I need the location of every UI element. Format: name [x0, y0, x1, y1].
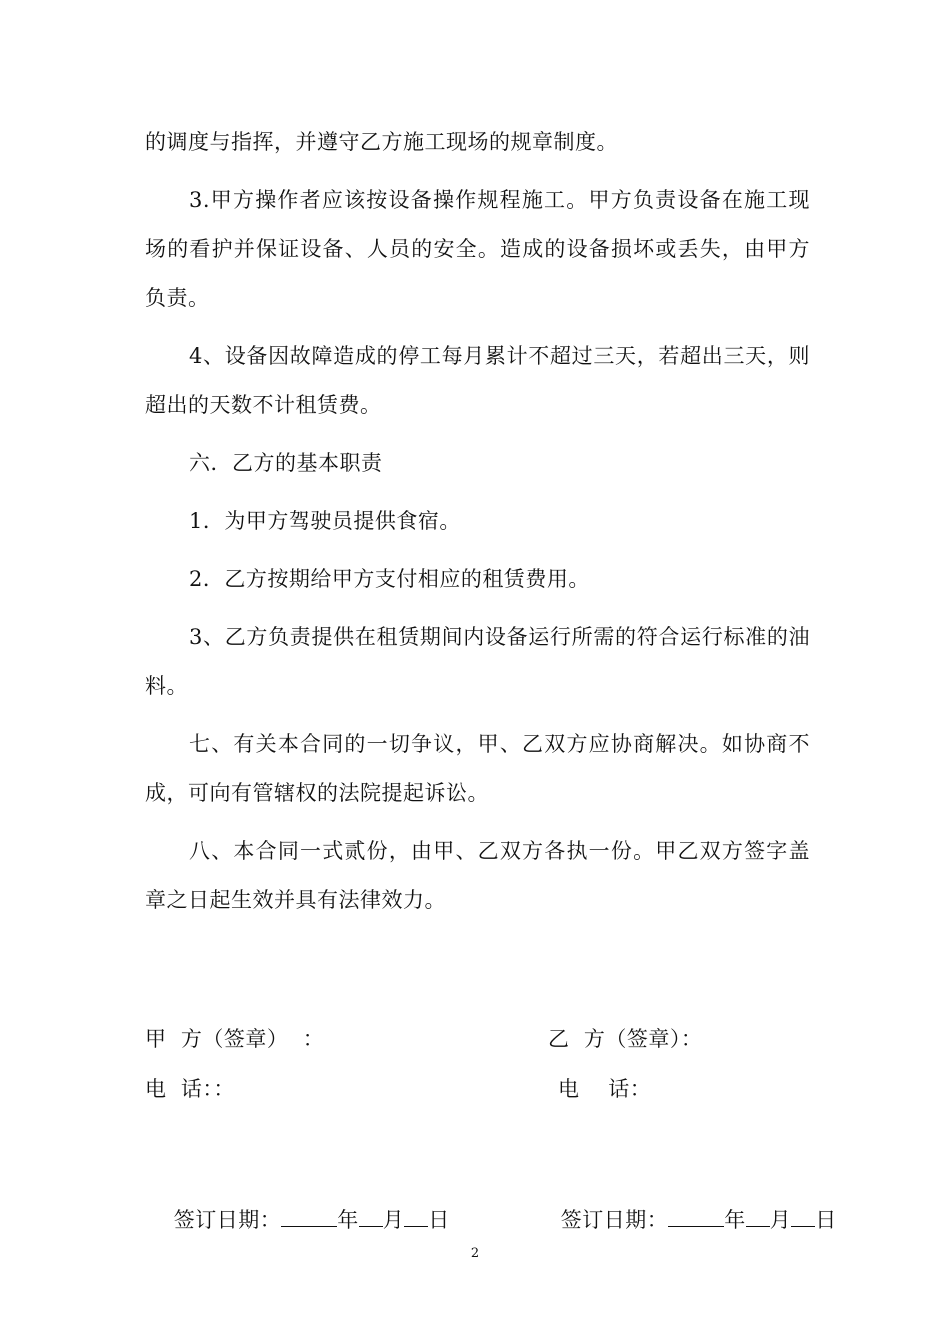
- paragraph-3: 4、设备因故障造成的停工每月累计不超过三天，若超出三天，则超出的天数不计租赁费。: [145, 344, 810, 417]
- day-char: 日: [815, 1208, 837, 1232]
- party-a-phone-label: 电 话：：: [145, 1077, 235, 1101]
- day-blank: [791, 1204, 815, 1227]
- year-blank: [668, 1204, 724, 1227]
- contract-body: [145, 118, 810, 934]
- section-heading-party-b-duties: 六．乙方的基本职责: [189, 451, 383, 475]
- party-b-phone-label: 电 话：: [558, 1077, 652, 1101]
- month-blank: [746, 1204, 770, 1227]
- paragraph-8: 七、有关本合同的一切争议，甲、乙双方应协商解决。如协商不成，可向有管辖权的法院提起诉讼。: [145, 732, 810, 805]
- day-blank: [404, 1204, 428, 1227]
- paragraph-6: 2．乙方按期给甲方支付相应的租赁费用。: [189, 567, 590, 591]
- party-a-seal-label: 甲 方（签章） ：: [145, 1027, 325, 1051]
- paragraph-5: 1．为甲方驾驶员提供食宿。: [189, 509, 461, 533]
- paragraph-2: 3.甲方操作者应该按设备操作规程施工。甲方负责设备在施工现场的看护并保证设备、人员的安全。造成的设备损坏或丢失，由甲方负责。: [145, 188, 810, 310]
- year-char: 年: [724, 1208, 746, 1232]
- month-char: 月: [769, 1208, 792, 1232]
- month-blank: [359, 1204, 383, 1227]
- paragraph-9: 八、本合同一式贰份，由甲、乙双方各执一份。甲乙双方签字盖章之日起生效并具有法律效力。: [145, 839, 810, 912]
- sign-date-label: 签订日期：: [173, 1208, 282, 1232]
- year-char: 年: [337, 1208, 359, 1232]
- month-char: 月: [382, 1208, 405, 1232]
- sign-date-label: 签订日期：: [560, 1208, 669, 1232]
- page-number: 2: [470, 1246, 480, 1261]
- paragraph-1: 的调度与指挥，并遵守乙方施工现场的规章制度。: [145, 130, 618, 154]
- day-char: 日: [428, 1208, 450, 1232]
- year-blank: [281, 1204, 337, 1227]
- paragraph-7: 3、乙方负责提供在租赁期间内设备运行所需的符合运行标准的油料。: [145, 625, 810, 698]
- party-b-seal-label: 乙 方（签章）：: [548, 1027, 703, 1051]
